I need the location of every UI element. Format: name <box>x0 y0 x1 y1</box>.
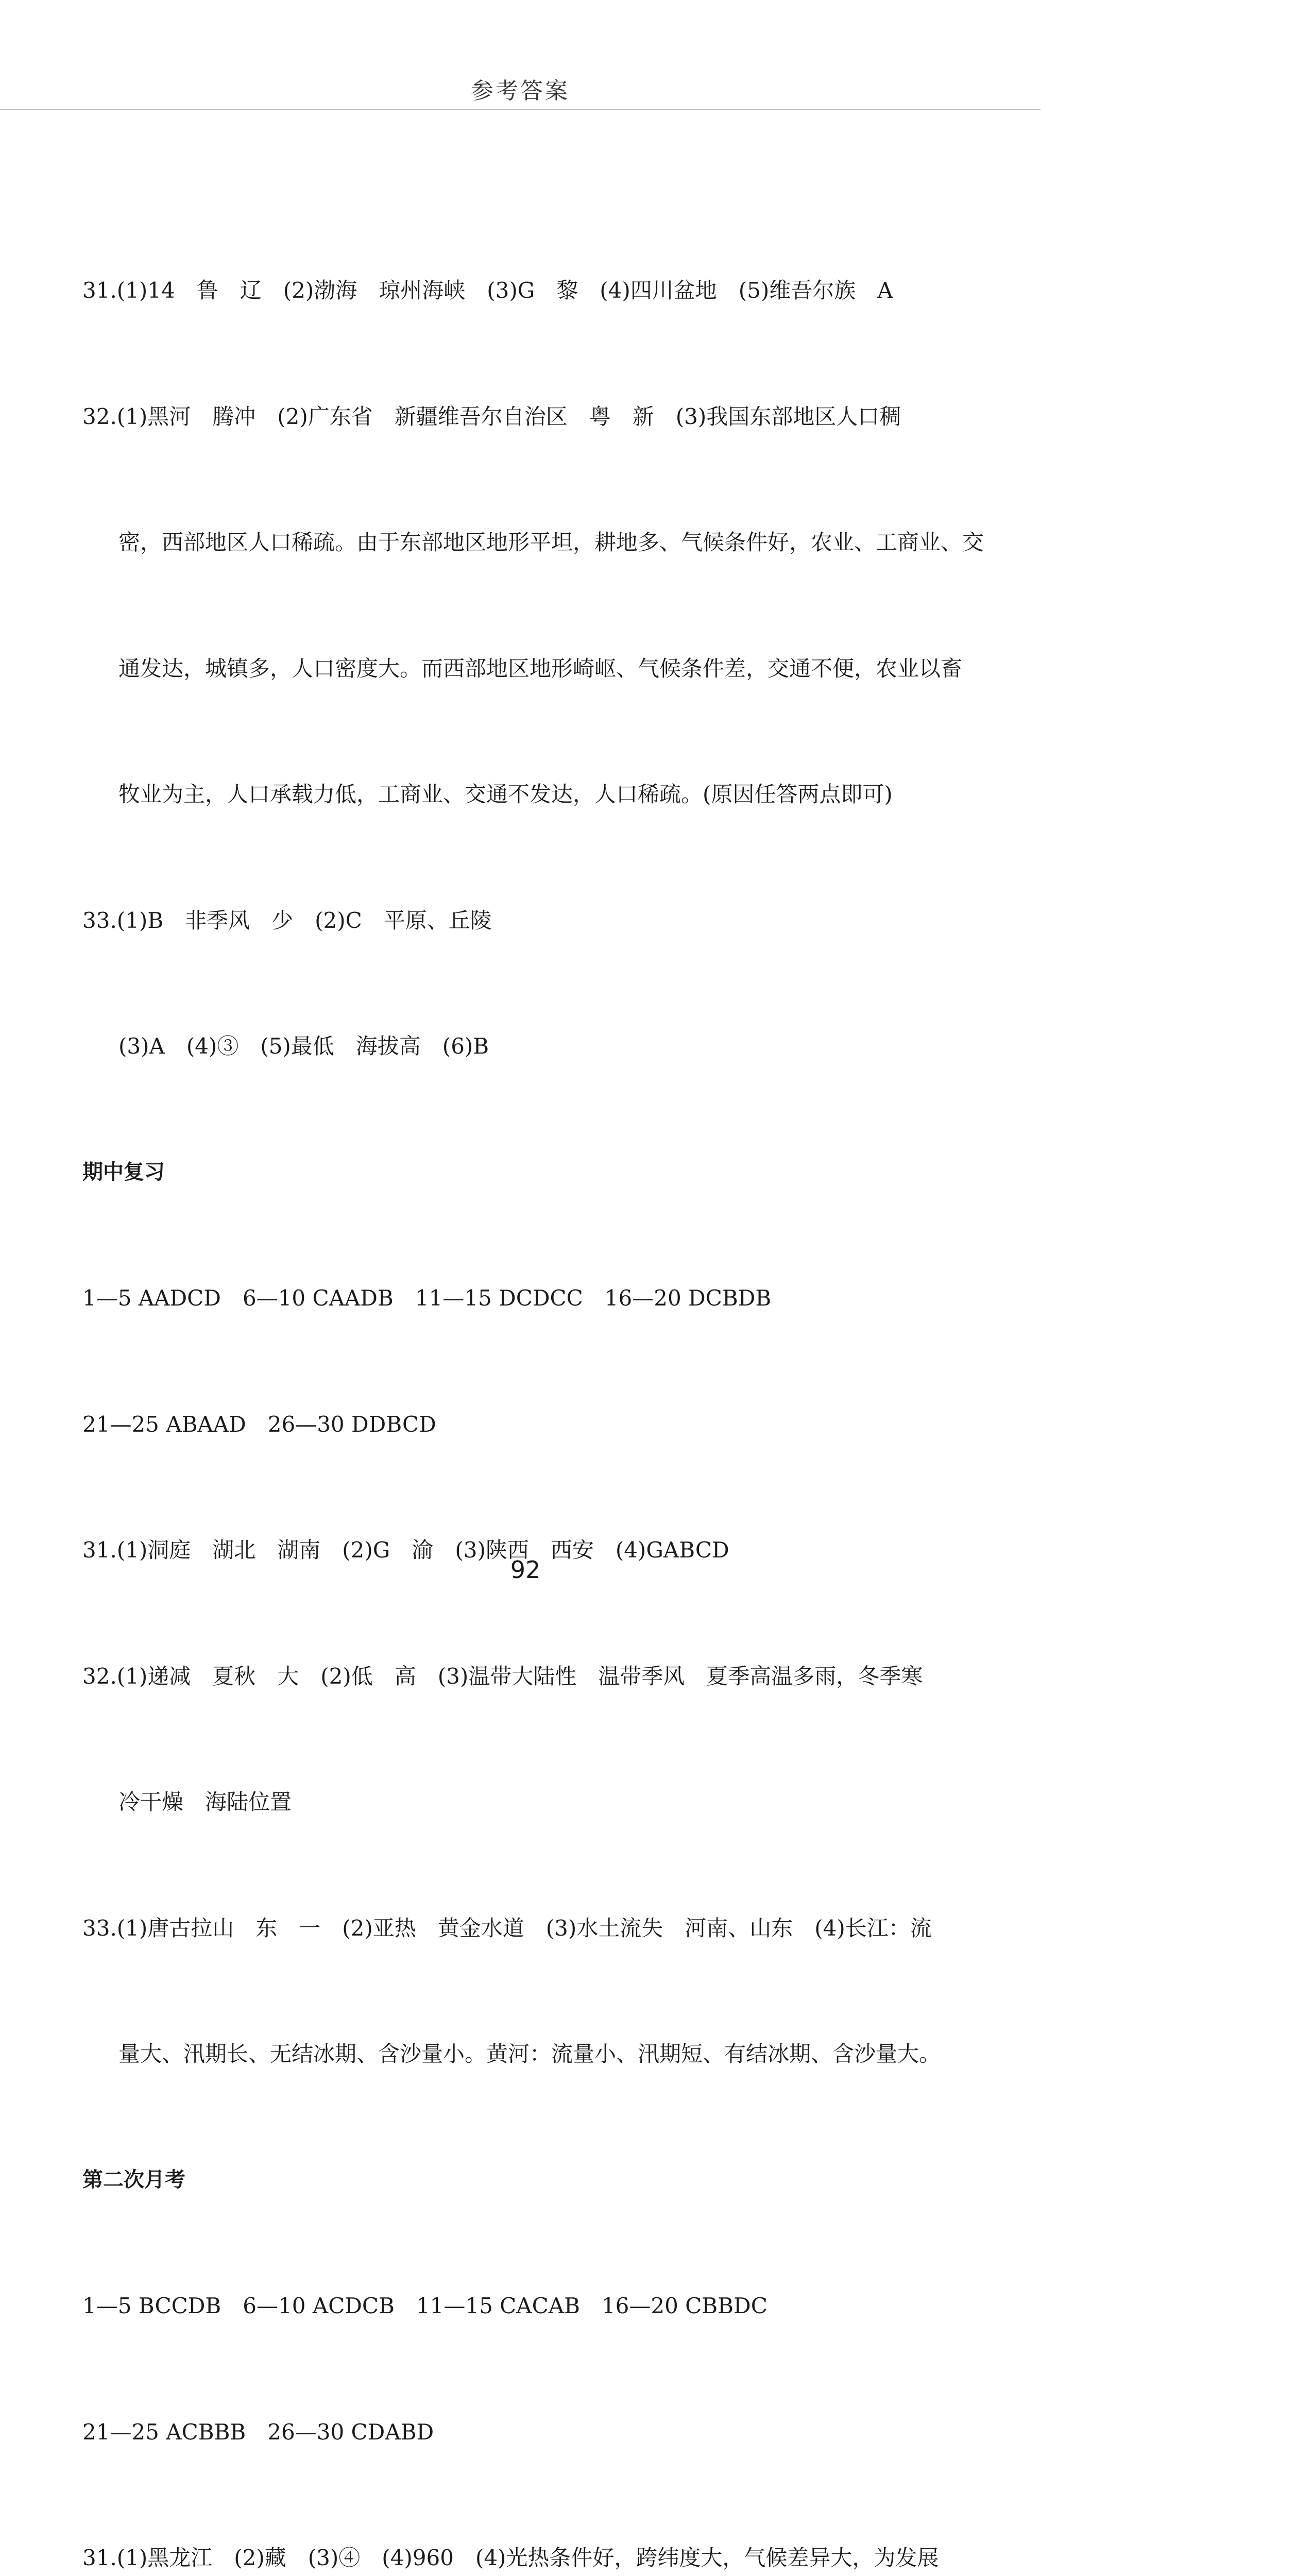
answer-line: 量大、汛期长、无结冰期、含沙量小。黄河：流量小、汛期短、有结冰期、含沙量大。 <box>118 2041 941 2066</box>
answer-line: 21—25 ABAAD 26—30 DDBCD <box>82 1411 436 1437</box>
answer-line: 33.(1)唐古拉山 东 一 (2)亚热 黄金水道 (3)水土流失 河南、山东 (4)长江：流 <box>82 1915 932 1941</box>
answer-line: 31.(1)洞庭 湖北 湖南 (2)G 渝 (3)陕西 西安 (4)GABCD <box>82 1537 729 1563</box>
answer-line: 32.(1)递减 夏秋 大 (2)低 高 (3)温带大陆性 温带季风 夏季高温多雨，冬季寒 <box>82 1663 923 1689</box>
header-divider <box>0 109 1041 110</box>
answer-line: 1—5 AADCD 6—10 CAADB 11—15 DCDCC 16—20 DCBDB <box>82 1285 772 1311</box>
answer-line: 31.(1)14 鲁 辽 (2)渤海 琼州海峡 (3)G 黎 (4)四川盆地 (5)维吾尔族 A <box>82 278 893 303</box>
answer-line: 通发达，城镇多，人口密度大。而西部地区地形崎岖、气候条件差，交通不便，农业以畜 <box>118 655 963 681</box>
section-heading-midterm: 期中复习 <box>82 1160 165 1184</box>
page-header-title: 参考答案 <box>471 78 570 104</box>
answer-line: 21—25 ACBBB 26—30 CDABD <box>82 2419 434 2445</box>
answer-line: 密，西部地区人口稀疏。由于东部地区地形平坦，耕地多、气候条件好，农业、工商业、交 <box>118 530 984 555</box>
answer-content <box>82 185 1041 2576</box>
answer-line: 32.(1)黑河 腾冲 (2)广东省 新疆维吾尔自治区 粤 新 (3)我国东部地区人口稠 <box>82 403 901 429</box>
answer-line: 牧业为主，人口承载力低，工商业、交通不发达，人口稀疏。(原因任答两点即可) <box>118 782 893 807</box>
answer-line: 31.(1)黑龙江 (2)藏 (3)④ (4)960 (4)光热条件好，跨纬度大，气候差异大，为发展 <box>82 2545 939 2570</box>
page-number: 92 <box>510 1556 541 1584</box>
section-heading-second-monthly: 第二次月考 <box>82 2167 185 2192</box>
answer-line: 33.(1)B 非季风 少 (2)C 平原、丘陵 <box>82 907 492 933</box>
answer-line: 1—5 BCCDB 6—10 ACDCB 11—15 CACAB 16—20 CBBDC <box>82 2293 768 2318</box>
answer-line: 冷干燥 海陆位置 <box>118 1789 292 1815</box>
answer-line: (3)A (4)③ (5)最低 海拔高 (6)B <box>118 1033 489 1059</box>
